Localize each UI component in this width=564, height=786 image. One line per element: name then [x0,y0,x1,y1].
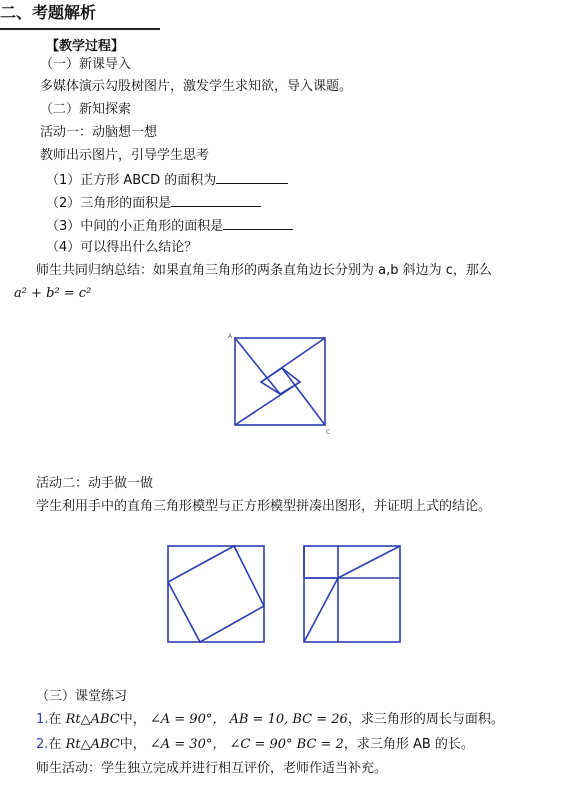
tilted-square [168,546,264,642]
activity2-text: 学生利用手中的直角三角形模型与正方形模型拼凑出图形，并证明上式的结论。 [36,499,492,514]
section-title: 二、考题解析 [0,3,97,22]
intro-text: 多媒体演示勾股树图片，激发学生求知欲，导入课题。 [40,79,353,94]
exercise-2-triangle: Rt△ABC [65,737,120,752]
vertex-label-a: A [228,333,233,340]
answer-blank-2 [171,193,261,207]
inscribed-square-figure [160,538,272,650]
question-1-text: （1）正方形 ABCD 的面积为 [46,173,217,188]
question-2-text: （2）三角形的面积是 [46,196,172,211]
exercise-1 [36,711,504,729]
square-abcd-figure [228,332,336,436]
sub-heading-1: （一）新课导入 [40,57,132,72]
inner-square [261,368,300,394]
activity1-text: 教师出示图片，引导学生思考 [40,148,210,163]
title-divider [0,28,160,30]
process-header: 【教学过程】 [46,39,125,54]
activity1-title: 活动一：动脑想一想 [40,125,158,140]
exercise-1-pre: 在 [48,712,62,727]
outer-square [235,338,325,425]
activity2-title: 活动二：动手做一做 [36,476,154,491]
question-3 [46,216,293,236]
pythagoras-formula: a² + b² = c² [14,286,92,301]
question-3-text: （3）中间的小正角形的面积是 [46,219,224,234]
question-1 [46,170,288,190]
outer-square-3 [304,546,400,642]
exercise-1-number: 1. [36,712,49,727]
exercise-2-question: ，求三角形 AB 的长。 [343,737,474,752]
exercise-2-mid: 中， [119,737,146,752]
exercise-1-triangle: Rt△ABC [65,712,120,727]
closing-text: 师生活动：学生独立完成并进行相互评价，老师作适当补充。 [36,761,388,776]
rearranged-square-figure [296,538,408,650]
vertex-label-c: C [326,429,331,436]
outer-square-2 [168,546,264,642]
exercise-2-condition: ∠C = 90° BC = 2 [229,737,344,752]
question-4: （4）可以得出什么结论？ [46,240,198,255]
answer-blank-1 [216,170,288,184]
exercise-2 [36,736,474,754]
exercise-1-condition: AB = 10, BC = 26 [229,712,348,727]
exercise-2-angle: ∠A = 30°， [149,737,226,752]
answer-blank-3 [223,216,293,230]
summary-text: 师生共同归纳总结：如果直角三角形的两条直角边长分别为 a,b 斜边为 c，那么 [36,263,492,278]
exercise-1-question: ，求三角形的周长与面积。 [347,712,504,727]
question-2 [46,193,261,213]
exercise-2-number: 2. [36,737,49,752]
sub-heading-3: （三）课堂练习 [36,689,128,704]
exercise-1-angle: ∠A = 90°， [149,712,226,727]
exercise-2-pre: 在 [48,737,62,752]
exercise-1-mid: 中， [119,712,146,727]
sub-heading-2: （二）新知探索 [40,102,132,117]
